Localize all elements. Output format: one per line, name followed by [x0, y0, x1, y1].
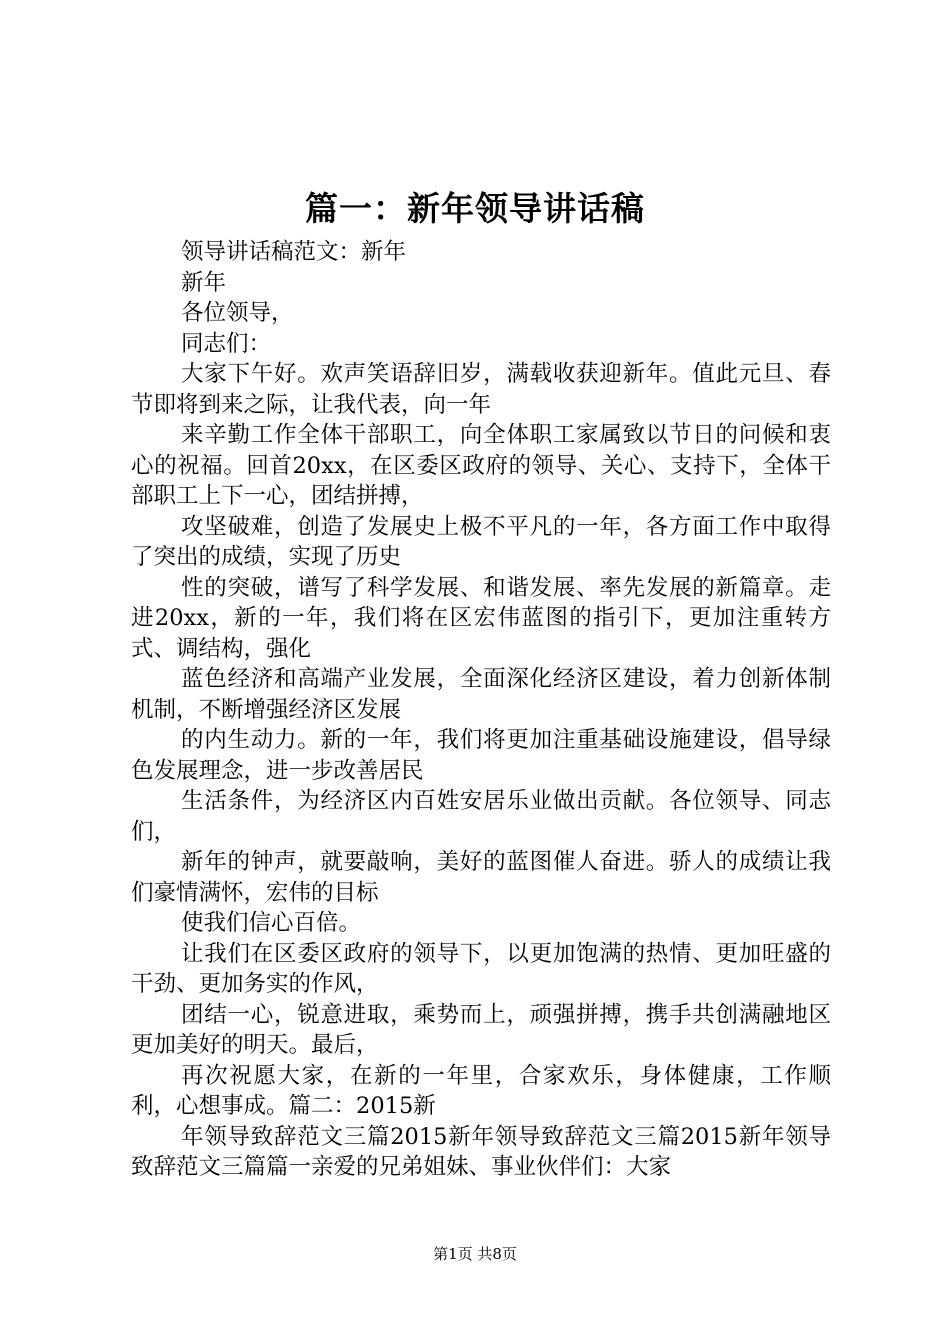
paragraph: 让我们在区委区政府的领导下，以更加饱满的热情、更加旺盛的干劲、更加务实的作风， — [131, 940, 831, 997]
page-footer: 第1页 共8页 — [433, 1245, 517, 1263]
paragraph: 同志们： — [181, 330, 272, 357]
paragraph: 大家下午好。欢声笑语辞旧岁，满载收获迎新年。值此元旦、春节即将到来之际，让我代表，向一年 — [131, 361, 831, 418]
paragraph: 蓝色经济和高端产业发展，全面深化经济区建设，着力创新体制机制，不断增强经济区发展 — [131, 666, 831, 723]
paragraph: 使我们信心百倍。 — [181, 910, 362, 936]
paragraph: 的内生动力。新的一年，我们将更加注重基础设施建设，倡导绿色发展理念，进一步改善居民 — [131, 727, 831, 784]
paragraph: 年领导致辞范文三篇2015新年领导致辞范文三篇2015新年领导致辞范文三篇篇一亲爱的兄弟姐妹、事业伙伴们：大家 — [131, 1123, 831, 1180]
paragraph: 再次祝愿大家，在新的一年里，合家欢乐，身体健康，工作顺利，心想事成。篇二：2015新 — [131, 1062, 831, 1119]
paragraph: 领导讲话稿范文：新年 — [181, 239, 407, 265]
paragraph: 团结一心，锐意进取，乘势而上，顽强拼搏，携手共创满融地区更加美好的明天。最后， — [131, 1001, 831, 1058]
paragraph: 攻坚破难，创造了发展史上极不平凡的一年，各方面工作中取得了突出的成绩，实现了历史 — [131, 513, 831, 570]
paragraph: 生活条件，为经济区内百姓安居乐业做出贡献。各位领导、同志们， — [131, 788, 831, 845]
document-body — [131, 237, 831, 1183]
paragraph: 各位领导， — [181, 300, 294, 326]
document-title: 篇一：新年领导讲话稿 — [305, 189, 645, 228]
paragraph: 新年 — [181, 269, 227, 296]
paragraph: 新年的钟声，就要敲响，美好的蓝图催人奋进。骄人的成绩让我们豪情满怀，宏伟的目标 — [131, 849, 831, 906]
paragraph: 性的突破，谱写了科学发展、和谐发展、率先发展的新篇章。走进20xx，新的一年，我们将在区宏伟蓝图的指引下，更加注重转方式、调结构，强化 — [131, 574, 831, 662]
paragraph: 来辛勤工作全体干部职工，向全体职工家属致以节日的问候和衷心的祝福。回首20xx，在区委区政府的领导、关心、支持下，全体干部职工上下一心，团结拼搏， — [131, 422, 831, 509]
